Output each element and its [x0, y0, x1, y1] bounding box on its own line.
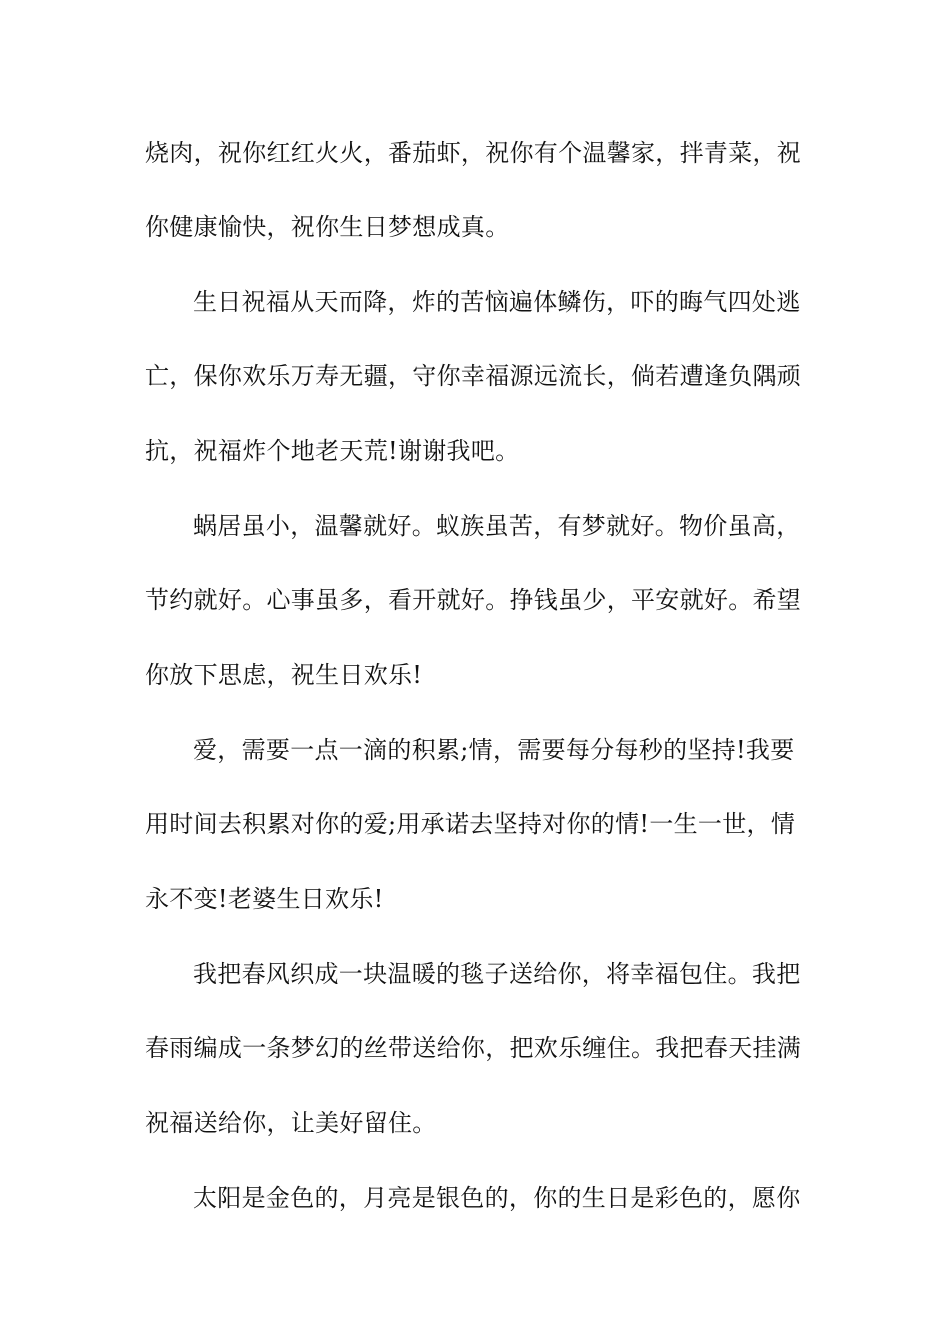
- paragraph-first-line: 生日祝福从天而降，炸的苦恼遍体鳞伤，吓的晦气四处逃: [193, 288, 801, 316]
- text-line: 你放下思虑，祝生日欢乐!: [145, 661, 423, 689]
- text-line: 春雨编成一条梦幻的丝带送给你，把欢乐缠住。我把春天挂满: [145, 1034, 802, 1062]
- paragraph-first-line: 太阳是金色的，月亮是银色的，你的生日是彩色的，愿你: [193, 1184, 801, 1212]
- paragraph-first-line: 我把春风织成一块温暖的毯子送给你，将幸福包住。我把: [193, 960, 801, 988]
- text-line: 用时间去积累对你的爱;用承诺去坚持对你的情!一生一世，情: [145, 810, 796, 838]
- text-line: 抗，祝福炸个地老天荒!谢谢我吧。: [145, 437, 520, 465]
- text-line: 你健康愉快，祝你生日梦想成真。: [145, 213, 510, 241]
- text-line: 节约就好。心事虽多，看开就好。挣钱虽少，平安就好。希望: [145, 586, 802, 614]
- text-line: 永不变!老婆生日欢乐!: [145, 885, 384, 913]
- paragraph-first-line: 蜗居虽小，温馨就好。蚁族虽苦，有梦就好。物价虽高，: [193, 512, 801, 540]
- text-line: 祝福送给你，让美好留住。: [145, 1109, 437, 1137]
- paragraph-first-line: 爱，需要一点一滴的积累;情，需要每分每秒的坚持!我要: [193, 736, 795, 764]
- text-line: 烧肉，祝你红红火火，番茄虾，祝你有个温馨家，拌青菜，祝: [145, 139, 802, 167]
- text-line: 亡，保你欢乐万寿无疆，守你幸福源远流长，倘若遭逢负隅顽: [145, 362, 802, 390]
